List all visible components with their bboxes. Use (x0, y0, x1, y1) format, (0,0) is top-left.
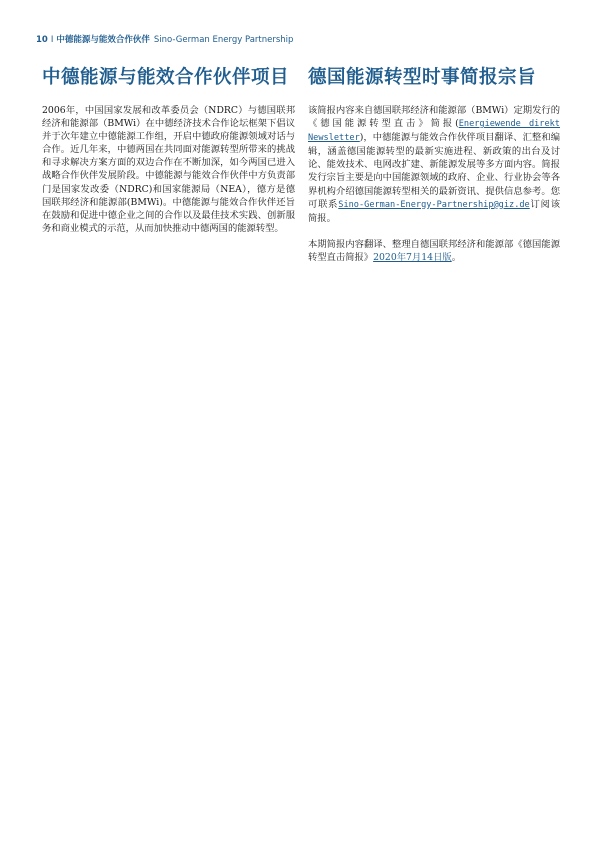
contact-email-link[interactable]: Sino-German-Energy-Partnership@giz.de (338, 199, 530, 210)
header-separator: I (50, 35, 54, 45)
purpose-text-1: 该简报内容来自德国联邦经济和能源部（BMWi）定期发行的《德国能源转型直击》简报( (308, 105, 560, 130)
source-text-2: 。 (451, 251, 461, 263)
newsletter-purpose-paragraph (308, 104, 560, 225)
header-title-cn: 中德能源与能效合作伙伴 (56, 35, 150, 45)
header-title-en: Sino-German Energy Partnership (153, 35, 294, 45)
purpose-text-3: 订阅该简报。 (308, 198, 560, 224)
newsletter-purpose-heading: 德国能源转型时事简报宗旨 (308, 67, 537, 88)
source-paragraph (308, 238, 560, 264)
right-column (308, 66, 560, 264)
newsletter-link[interactable]: Energiewende direkt Newsletter (308, 119, 560, 144)
source-edition-link[interactable]: 2020年7月14日版 (373, 251, 452, 263)
running-header (36, 33, 293, 45)
partnership-heading: 中德能源与能效合作伙伴项目 (42, 67, 290, 88)
page-number: 10 (36, 35, 48, 45)
purpose-text-2: )，中德能源与能效合作伙伴项目翻译、汇整和编辑，涵盖德国能源转型的最新实施进程、新政策的出台及讨论、能效技术、电网改扩建、新能源发展等多方面内容。简报发行宗旨主要是向中国能源领域的政府、企业、行业协会等各界机构介绍德国能源转型相关的最新资讯、提供信息参考。您可联系 (308, 132, 560, 210)
left-column (42, 66, 295, 235)
partnership-paragraph: 2006年，中国国家发展和改革委员会（NDRC）与德国联邦经济和能源部（BMWi）在中德经济技术合作论坛框架下倡议并于次年建立中德能源工作组，开启中德政府能源领域对话与合作。近几年来，中德两国在共同面对能源转型所带来的挑战和寻求解决方案方面的双边合作在不断加深，如今两国已进入战略合作伙伴发展阶段。中德能源与能效合作伙伴中方负责部门是国家发改委（NDRC)和国家能源局（NEA），德方是德国联邦经济和能源部(BMWi)。中德能源与能效合作伙伴还旨在鼓励和促进中德企业之间的合作以及最佳技术实践、创新服务和商业模式的示范，从而加快推动中德两国的能源转型。 (42, 105, 295, 234)
source-text-1: 本期简报内容翻译、整理自德国联邦经济和能源部《德国能源转型直击简报》 (308, 238, 560, 263)
